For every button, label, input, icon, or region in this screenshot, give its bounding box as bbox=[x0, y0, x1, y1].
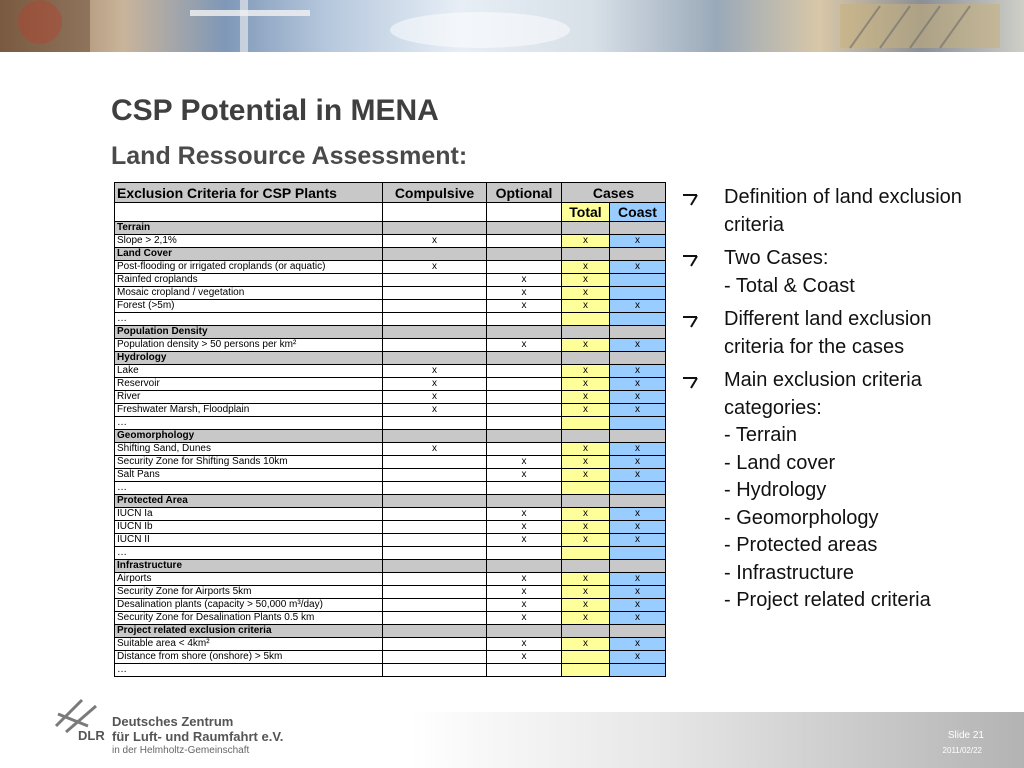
table-row bbox=[115, 534, 666, 547]
compulsive-cell bbox=[383, 599, 487, 612]
bullet-line: - Land cover bbox=[724, 451, 836, 474]
criterion-label: … bbox=[115, 417, 383, 430]
org-name-line1: Deutsches Zentrum bbox=[112, 714, 234, 729]
compulsive-cell bbox=[383, 300, 487, 313]
category-row bbox=[115, 625, 666, 638]
compulsive-cell bbox=[383, 482, 487, 495]
org-name-line3: in der Helmholtz-Gemeinschaft bbox=[112, 745, 250, 756]
optional-cell bbox=[487, 391, 562, 404]
org-name-line2: für Luft- und Raumfahrt e.V. bbox=[112, 729, 284, 744]
optional-cell bbox=[487, 365, 562, 378]
category-row bbox=[115, 352, 666, 365]
category-cell bbox=[383, 625, 487, 638]
bullet-line: categories: bbox=[724, 396, 822, 419]
total-cell bbox=[562, 482, 610, 495]
optional-cell: x bbox=[487, 456, 562, 469]
total-cell: x bbox=[562, 235, 610, 248]
total-cell: x bbox=[562, 599, 610, 612]
table-row bbox=[115, 378, 666, 391]
coast-cell: x bbox=[610, 599, 666, 612]
category-cell bbox=[487, 248, 562, 261]
criterion-label: … bbox=[115, 664, 383, 677]
optional-cell bbox=[487, 547, 562, 560]
optional-cell: x bbox=[487, 651, 562, 664]
category-row bbox=[115, 430, 666, 443]
compulsive-cell bbox=[383, 274, 487, 287]
criterion-label: Post-flooding or irrigated croplands (or aquatic) bbox=[115, 261, 383, 274]
compulsive-cell bbox=[383, 651, 487, 664]
category-cell bbox=[610, 248, 666, 261]
coast-cell: x bbox=[610, 469, 666, 482]
category-cell bbox=[487, 560, 562, 573]
category-cell bbox=[610, 625, 666, 638]
coast-cell: x bbox=[610, 443, 666, 456]
bullet-line: - Geomorphology bbox=[724, 506, 879, 529]
table-row bbox=[115, 469, 666, 482]
category-cell bbox=[610, 222, 666, 235]
total-cell: x bbox=[562, 287, 610, 300]
category-cell bbox=[383, 248, 487, 261]
arrow-bullet-icon bbox=[682, 370, 704, 398]
optional-cell: x bbox=[487, 612, 562, 625]
coast-cell: x bbox=[610, 534, 666, 547]
coast-cell: x bbox=[610, 508, 666, 521]
category-cell bbox=[610, 495, 666, 508]
bullet-line: Main exclusion criteria bbox=[724, 369, 922, 391]
compulsive-cell bbox=[383, 339, 487, 352]
compulsive-cell: x bbox=[383, 261, 487, 274]
compulsive-cell: x bbox=[383, 378, 487, 391]
compulsive-cell bbox=[383, 573, 487, 586]
category-label: Infrastructure bbox=[115, 560, 383, 573]
category-label: Project related exclusion criteria bbox=[115, 625, 383, 638]
category-cell bbox=[610, 430, 666, 443]
category-cell bbox=[383, 560, 487, 573]
coast-cell: x bbox=[610, 456, 666, 469]
bullet-line: Different land exclusion bbox=[724, 308, 932, 330]
bullet-item bbox=[680, 184, 1010, 239]
arrow-bullet-icon bbox=[682, 187, 704, 215]
category-cell bbox=[562, 222, 610, 235]
compulsive-cell bbox=[383, 638, 487, 651]
coast-cell: x bbox=[610, 261, 666, 274]
optional-cell: x bbox=[487, 339, 562, 352]
compulsive-cell bbox=[383, 612, 487, 625]
table-row bbox=[115, 274, 666, 287]
criterion-label: … bbox=[115, 547, 383, 560]
total-cell bbox=[562, 651, 610, 664]
table-header-row bbox=[115, 183, 666, 203]
total-cell bbox=[562, 664, 610, 677]
category-cell bbox=[562, 430, 610, 443]
slide-number: Slide 21 bbox=[947, 730, 984, 741]
category-cell bbox=[487, 352, 562, 365]
category-cell bbox=[383, 352, 487, 365]
criterion-label: River bbox=[115, 391, 383, 404]
compulsive-cell: x bbox=[383, 391, 487, 404]
coast-cell: x bbox=[610, 586, 666, 599]
table-row bbox=[115, 339, 666, 352]
total-cell bbox=[562, 417, 610, 430]
bullet-line: Two Cases: bbox=[724, 247, 829, 269]
category-cell bbox=[383, 222, 487, 235]
coast-cell bbox=[610, 482, 666, 495]
criterion-label: IUCN Ia bbox=[115, 508, 383, 521]
table-subheader-row bbox=[115, 203, 666, 222]
table-row bbox=[115, 547, 666, 560]
criterion-label: Airports bbox=[115, 573, 383, 586]
header-optional: Optional bbox=[487, 183, 562, 203]
optional-cell bbox=[487, 417, 562, 430]
compulsive-cell bbox=[383, 534, 487, 547]
optional-cell: x bbox=[487, 300, 562, 313]
compulsive-cell: x bbox=[383, 365, 487, 378]
subheader-empty bbox=[115, 203, 383, 222]
optional-cell: x bbox=[487, 586, 562, 599]
category-cell bbox=[383, 430, 487, 443]
category-cell bbox=[562, 560, 610, 573]
coast-cell: x bbox=[610, 651, 666, 664]
category-cell bbox=[562, 352, 610, 365]
criterion-label: Lake bbox=[115, 365, 383, 378]
total-cell: x bbox=[562, 300, 610, 313]
optional-cell bbox=[487, 443, 562, 456]
total-cell: x bbox=[562, 508, 610, 521]
bullet-line: - Hydrology bbox=[724, 479, 827, 501]
table-row bbox=[115, 391, 666, 404]
bullet-line: criteria for the cases bbox=[724, 335, 905, 358]
table-row bbox=[115, 586, 666, 599]
total-cell: x bbox=[562, 274, 610, 287]
category-cell bbox=[610, 352, 666, 365]
total-cell: x bbox=[562, 339, 610, 352]
compulsive-cell bbox=[383, 313, 487, 326]
category-cell bbox=[487, 625, 562, 638]
coast-cell: x bbox=[610, 521, 666, 534]
category-cell bbox=[562, 495, 610, 508]
category-cell bbox=[487, 495, 562, 508]
table-row bbox=[115, 404, 666, 417]
category-row bbox=[115, 326, 666, 339]
compulsive-cell bbox=[383, 547, 487, 560]
category-cell bbox=[562, 625, 610, 638]
coast-cell: x bbox=[610, 339, 666, 352]
total-cell bbox=[562, 313, 610, 326]
header-cases: Cases bbox=[562, 183, 666, 203]
criterion-label: Security Zone for Shifting Sands 10km bbox=[115, 456, 383, 469]
bullet-line: - Protected areas bbox=[724, 534, 878, 556]
table-row bbox=[115, 638, 666, 651]
coast-cell bbox=[610, 274, 666, 287]
category-label: Geomorphology bbox=[115, 430, 383, 443]
compulsive-cell bbox=[383, 508, 487, 521]
table-row bbox=[115, 664, 666, 677]
category-label: Population Density bbox=[115, 326, 383, 339]
total-cell: x bbox=[562, 534, 610, 547]
table-row bbox=[115, 482, 666, 495]
subheader-empty bbox=[487, 203, 562, 222]
table-row bbox=[115, 456, 666, 469]
criterion-label: Mosaic cropland / vegetation bbox=[115, 287, 383, 300]
criterion-label: Security Zone for Desalination Plants 0.5 km bbox=[115, 612, 383, 625]
criterion-label: Forest (>5m) bbox=[115, 300, 383, 313]
bullet-item bbox=[680, 306, 1010, 361]
bullet-line: criteria bbox=[724, 213, 785, 236]
bullet-line: Definition of land exclusion bbox=[724, 186, 962, 208]
optional-cell: x bbox=[487, 638, 562, 651]
exclusion-criteria-table bbox=[114, 182, 665, 677]
header-coast: Coast bbox=[610, 203, 666, 222]
slide-title: CSP Potential in MENA bbox=[111, 94, 439, 127]
coast-cell bbox=[610, 664, 666, 677]
criterion-label: … bbox=[115, 313, 383, 326]
criterion-label: Distance from shore (onshore) > 5km bbox=[115, 651, 383, 664]
coast-cell: x bbox=[610, 365, 666, 378]
criterion-label: … bbox=[115, 482, 383, 495]
criterion-label: Salt Pans bbox=[115, 469, 383, 482]
optional-cell: x bbox=[487, 599, 562, 612]
total-cell: x bbox=[562, 469, 610, 482]
bullet-item bbox=[680, 245, 1010, 300]
compulsive-cell bbox=[383, 586, 487, 599]
bullet-line: - Infrastructure bbox=[724, 561, 855, 584]
table-row bbox=[115, 261, 666, 274]
optional-cell bbox=[487, 313, 562, 326]
coast-cell bbox=[610, 547, 666, 560]
coast-cell: x bbox=[610, 573, 666, 586]
category-cell bbox=[562, 326, 610, 339]
criterion-label: Shifting Sand, Dunes bbox=[115, 443, 383, 456]
total-cell bbox=[562, 547, 610, 560]
banner-photo-collage bbox=[0, 0, 1024, 52]
table-row bbox=[115, 599, 666, 612]
coast-cell: x bbox=[610, 235, 666, 248]
optional-cell bbox=[487, 378, 562, 391]
table-row bbox=[115, 508, 666, 521]
category-row bbox=[115, 495, 666, 508]
table-row bbox=[115, 573, 666, 586]
arrow-bullet-icon bbox=[682, 309, 704, 337]
bullet-item bbox=[680, 367, 1010, 615]
criterion-label: Security Zone for Airports 5km bbox=[115, 586, 383, 599]
criterion-label: Population density > 50 persons per km² bbox=[115, 339, 383, 352]
criterion-label: IUCN II bbox=[115, 534, 383, 547]
criterion-label: Desalination plants (capacity > 50,000 m³/day) bbox=[115, 599, 383, 612]
criterion-label: Freshwater Marsh, Floodplain bbox=[115, 404, 383, 417]
optional-cell: x bbox=[487, 521, 562, 534]
table-row bbox=[115, 521, 666, 534]
total-cell: x bbox=[562, 404, 610, 417]
criterion-label: Suitable area < 4km² bbox=[115, 638, 383, 651]
header-total: Total bbox=[562, 203, 610, 222]
criterion-label: Slope > 2,1% bbox=[115, 235, 383, 248]
criterion-label: IUCN Ib bbox=[115, 521, 383, 534]
header-banner-image bbox=[0, 0, 1024, 52]
optional-cell bbox=[487, 261, 562, 274]
compulsive-cell bbox=[383, 521, 487, 534]
category-cell bbox=[383, 495, 487, 508]
slide-subtitle: Land Ressource Assessment: bbox=[111, 142, 468, 170]
arrow-bullet-icon bbox=[682, 248, 704, 276]
optional-cell: x bbox=[487, 469, 562, 482]
total-cell: x bbox=[562, 443, 610, 456]
category-cell bbox=[487, 430, 562, 443]
compulsive-cell bbox=[383, 417, 487, 430]
table-row bbox=[115, 612, 666, 625]
coast-cell bbox=[610, 313, 666, 326]
coast-cell: x bbox=[610, 300, 666, 313]
category-label: Terrain bbox=[115, 222, 383, 235]
table-row bbox=[115, 235, 666, 248]
compulsive-cell bbox=[383, 456, 487, 469]
total-cell: x bbox=[562, 638, 610, 651]
bullet-line: - Terrain bbox=[724, 424, 797, 446]
table-row bbox=[115, 287, 666, 300]
coast-cell bbox=[610, 417, 666, 430]
table-row bbox=[115, 365, 666, 378]
compulsive-cell bbox=[383, 664, 487, 677]
optional-cell bbox=[487, 404, 562, 417]
criterion-label: Rainfed croplands bbox=[115, 274, 383, 287]
compulsive-cell bbox=[383, 469, 487, 482]
table-row bbox=[115, 417, 666, 430]
coast-cell: x bbox=[610, 612, 666, 625]
category-label: Land Cover bbox=[115, 248, 383, 261]
optional-cell: x bbox=[487, 534, 562, 547]
category-cell bbox=[487, 222, 562, 235]
category-label: Hydrology bbox=[115, 352, 383, 365]
table-row bbox=[115, 651, 666, 664]
table-row bbox=[115, 313, 666, 326]
compulsive-cell bbox=[383, 287, 487, 300]
bullet-line: - Project related criteria bbox=[724, 589, 931, 611]
category-row bbox=[115, 222, 666, 235]
total-cell: x bbox=[562, 365, 610, 378]
coast-cell: x bbox=[610, 378, 666, 391]
total-cell: x bbox=[562, 391, 610, 404]
category-cell bbox=[487, 326, 562, 339]
total-cell: x bbox=[562, 261, 610, 274]
total-cell: x bbox=[562, 456, 610, 469]
header-criteria: Exclusion Criteria for CSP Plants bbox=[115, 183, 383, 203]
table-body bbox=[115, 222, 666, 677]
criterion-label: Reservoir bbox=[115, 378, 383, 391]
slide-date: 2011/02/22 bbox=[942, 746, 982, 755]
category-cell bbox=[610, 560, 666, 573]
bullet-list bbox=[680, 184, 1010, 621]
total-cell: x bbox=[562, 521, 610, 534]
total-cell: x bbox=[562, 378, 610, 391]
coast-cell: x bbox=[610, 391, 666, 404]
dlr-logo-text: DLR bbox=[78, 728, 105, 743]
optional-cell: x bbox=[487, 508, 562, 521]
subheader-empty bbox=[383, 203, 487, 222]
coast-cell bbox=[610, 287, 666, 300]
compulsive-cell: x bbox=[383, 235, 487, 248]
total-cell: x bbox=[562, 612, 610, 625]
optional-cell bbox=[487, 235, 562, 248]
optional-cell: x bbox=[487, 287, 562, 300]
category-label: Protected Area bbox=[115, 495, 383, 508]
category-row bbox=[115, 560, 666, 573]
total-cell: x bbox=[562, 586, 610, 599]
total-cell: x bbox=[562, 573, 610, 586]
bullet-line: - Total & Coast bbox=[724, 274, 855, 297]
category-cell bbox=[562, 248, 610, 261]
optional-cell: x bbox=[487, 274, 562, 287]
optional-cell bbox=[487, 664, 562, 677]
table-row bbox=[115, 443, 666, 456]
category-cell bbox=[610, 326, 666, 339]
category-cell bbox=[383, 326, 487, 339]
coast-cell: x bbox=[610, 404, 666, 417]
category-row bbox=[115, 248, 666, 261]
compulsive-cell: x bbox=[383, 404, 487, 417]
coast-cell: x bbox=[610, 638, 666, 651]
optional-cell bbox=[487, 482, 562, 495]
compulsive-cell: x bbox=[383, 443, 487, 456]
table-row bbox=[115, 300, 666, 313]
optional-cell: x bbox=[487, 573, 562, 586]
header-compulsive: Compulsive bbox=[383, 183, 487, 203]
